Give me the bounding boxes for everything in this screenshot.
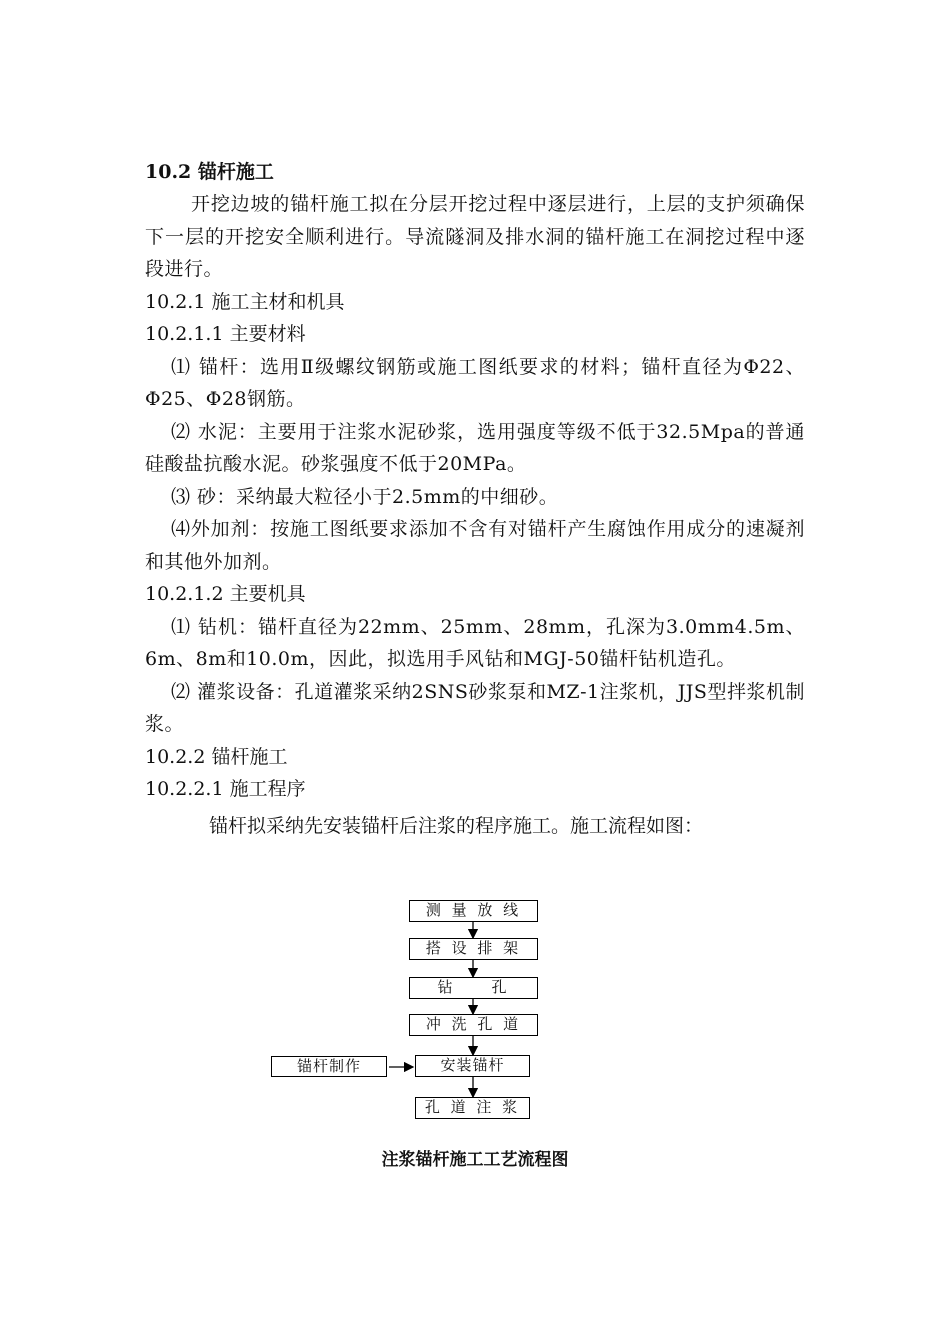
flow-step-grout: 孔 道 注 浆 — [415, 1097, 530, 1119]
machine-item-2: ⑵ 灌浆设备：孔道灌浆采纳2SNS砂浆泵和MZ-1注浆机，JJS型拌浆机制浆。 — [145, 680, 805, 735]
flow-side-fabricate: 锚杆制作 — [271, 1056, 387, 1077]
heading-10-2-1: 10.2.1 施工主材和机具 — [145, 290, 345, 313]
heading-10-2-2: 10.2.2 锚杆施工 — [145, 745, 288, 768]
flowchart-caption: 注浆锚杆施工工艺流程图 — [381, 1150, 569, 1170]
flow-step-drill: 钻 孔 — [409, 977, 538, 999]
section-title: 10.2 锚杆施工 — [145, 161, 274, 183]
flow-step-install: 安装锚杆 — [415, 1055, 530, 1077]
intro-paragraph: 开挖边坡的锚杆施工拟在分层开挖过程中逐层进行，上层的支护须确保下一层的开挖安全顺利进行。导流隧洞及排水洞的锚杆施工在洞挖过程中逐段进行。 — [145, 193, 805, 280]
machine-item-1: ⑴ 钻机：锚杆直径为22mm、25mm、28mm，孔深为3.0mm4.5m、6m、8m和10.0m，因此，拟选用手风钻和MGJ-50锚杆钻机造孔。 — [145, 615, 805, 670]
document-body — [145, 160, 805, 842]
material-item-2: ⑵ 水泥：主要用于注浆水泥砂浆，选用强度等级不低于32.5Mpa的普通硅酸盐抗酸水泥。砂浆强度不低于20MPa。 — [145, 420, 805, 475]
flow-step-scaffold: 搭 设 排 架 — [409, 938, 538, 960]
heading-10-2-1-2: 10.2.1.2 主要机具 — [145, 583, 306, 605]
material-item-3: ⑶ 砂：采纳最大粒径小于2.5mm的中细砂。 — [171, 485, 559, 508]
material-item-4: ⑷外加剂：按施工图纸要求添加不含有对锚杆产生腐蚀作用成分的速凝剂和其他外加剂。 — [145, 518, 805, 573]
flow-step-survey: 测 量 放 线 — [409, 900, 538, 922]
material-item-1: ⑴ 锚杆：选用Ⅱ级螺纹钢筋或施工图纸要求的材料；锚杆直径为Φ22、Φ25、Φ28钢筋。 — [145, 355, 805, 410]
heading-10-2-1-1: 10.2.1.1 主要材料 — [145, 323, 306, 345]
flow-step-flush: 冲 洗 孔 道 — [409, 1014, 538, 1036]
heading-10-2-2-1: 10.2.2.1 施工程序 — [145, 778, 306, 800]
procedure-text: 锚杆拟采纳先安装锚杆后注浆的程序施工。施工流程如图： — [209, 814, 704, 837]
